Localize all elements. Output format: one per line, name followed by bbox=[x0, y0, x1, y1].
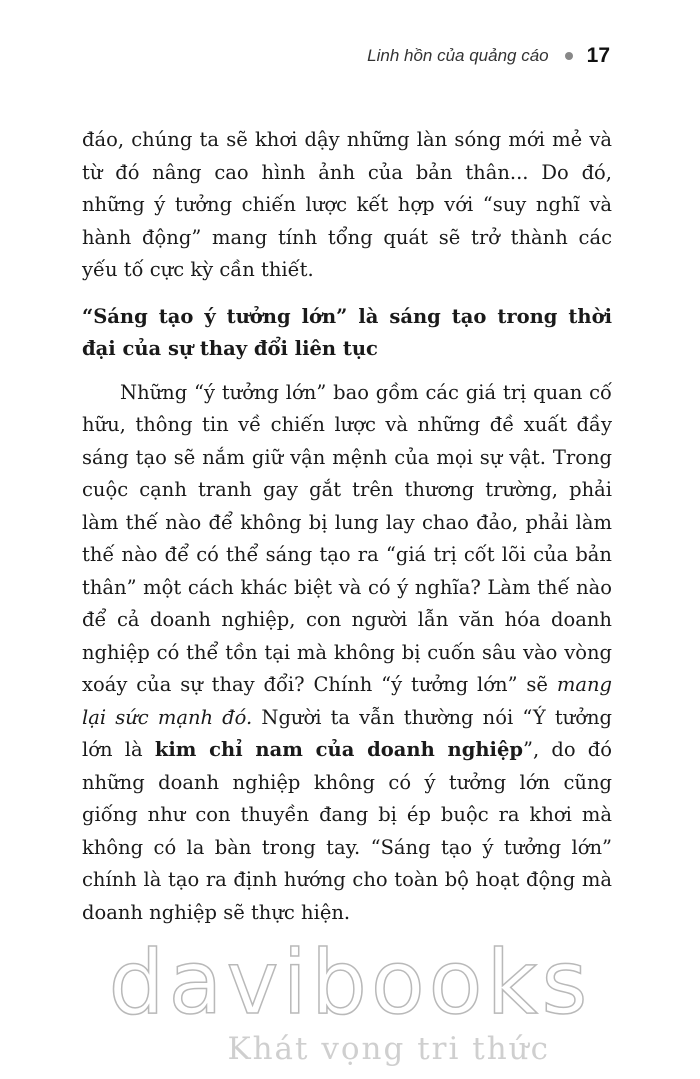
running-title: Linh hồn của quảng cáo bbox=[367, 46, 549, 65]
watermark-tagline: Khát vọng tri thức bbox=[227, 1031, 550, 1067]
paragraph-text: ”, do đó những doanh nghiệp không có ý tưởng lớn cũng giống như con thuyền đang bị ép buộc ra khơi mà không có la bàn trong tay. “Sáng tạo ý tưởng lớn” chính là tạo ra định hướng cho toàn bộ hoạt động mà doanh nghiệp sẽ thực hiện. bbox=[82, 738, 613, 924]
paragraph-main bbox=[82, 377, 612, 930]
italic-phrase: mang lại sức mạnh đó. bbox=[82, 673, 612, 729]
section-heading: “Sáng tạo ý tưởng lớn” là sáng tạo trong thời đại của sự thay đổi liên tục bbox=[82, 304, 612, 360]
watermark-brand: davibooks bbox=[108, 931, 592, 1034]
paragraph-text: Người ta vẫn thường nói “Ý tưởng lớn là bbox=[82, 705, 612, 761]
body-text bbox=[82, 124, 612, 929]
paragraph-text: Những “ý tưởng lớn” bao gồm các giá trị quan cố hữu, thông tin về chiến lược và những đề xuất đầy sáng tạo sẽ nắm giữ vận mệnh của mọi sự vật. Trong cuộc cạnh tranh gay gắt trên thương trường, phải làm thế nào để không bị lung lay chao đảo, phải làm thế nào để có thể sáng tạo ra “giá trị cốt lõi của bản thân” một cách khác biệt và có ý nghĩa? Làm thế nào để cả doanh nghiệp, con người lẫn văn hóa doanh nghiệp có thể tồn tại mà không bị cuốn sâu vào vòng xoáy của sự thay đổi? Chính “ý tưởng lớn” sẽ bbox=[82, 380, 612, 696]
running-header bbox=[367, 44, 610, 68]
paragraph-continued: đáo, chúng ta sẽ khơi dậy những làn sóng mới mẻ và từ đó nâng cao hình ảnh của bản thân... Do đó, những ý tưởng chiến lược kết hợp với “suy nghĩ và hành động” mang tính tổng quát sẽ trở thành các yếu tố cực kỳ cần thiết. bbox=[82, 128, 612, 281]
watermark bbox=[0, 931, 700, 1067]
page-number: 17 bbox=[586, 44, 610, 67]
header-bullet-icon bbox=[565, 52, 573, 60]
bold-phrase: kim chỉ nam của doanh nghiệp bbox=[154, 738, 523, 761]
